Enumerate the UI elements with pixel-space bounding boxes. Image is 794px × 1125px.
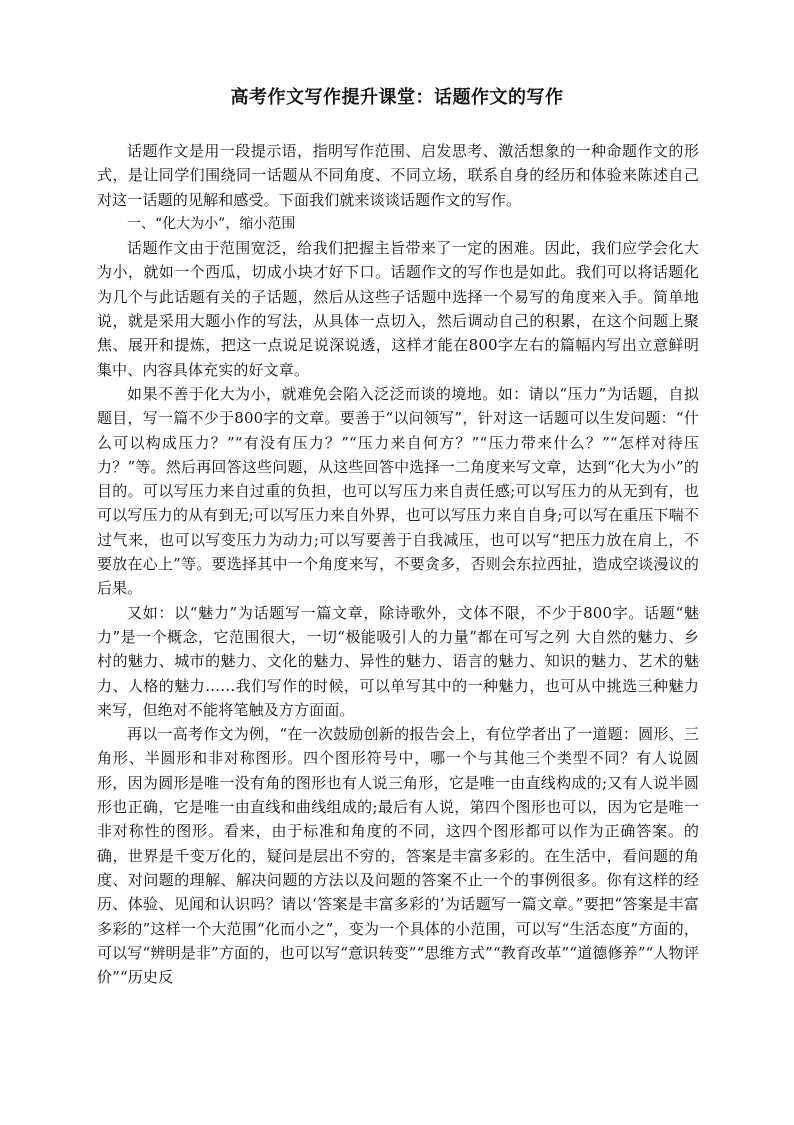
body-paragraph: 再以一高考作文为例，“在一次鼓励创新的报告会上，有位学者出了一道题：圆形、三角形、半圆形和非对称图形。四个图形符号中，哪一个与其他三个类型不同？有人说圆形，因为圆形是唯一没有角的图形也有人说三角形，它是唯一由直线构成的;又有人说半圆形也正确，它是唯一由直线和曲线组成的;最后有人说，第四个图形也可以，因为它是唯一非对称性的图形。看来，由于标准和角度的不同，这四个图形都可以作为正确答案。的确，世界是千变万化的，疑问是层出不穷的，答案是丰富多彩的。在生活中，看问题的角度、对问题的理解、解决问题的方法以及问题的答案不止一个的事例很多。你有这样的经历、体验、见闻和认识吗？请以‘答案是丰富多彩的’为话题写一篇文章。”要把“答案是丰富多彩的”这样一个大范围“化而小之”，变为一个具体的小范围，可以写“生活态度”方面的，可以写“辨明是非”方面的，也可以写“意识转变”“思维方式”“教育改革”“道德修养”“人物评价”“历史反 <box>97 725 699 987</box>
body-paragraph: 又如：以“魅力”为话题写一篇文章，除诗歌外，文体不限，不少于800字。话题“魅力”是一个概念，它范围很大，一切“极能吸引人的力量”都在可写之列 大自然的魅力、乡村的魅力、城市的魅力、文化的魅力、异性的魅力、语言的魅力、知识的魅力、艺术的魅力、人格的魅力……我们写作的时候，可以单写其中的一种魅力，也可从中挑选三种魅力来写，但绝对不能将笔触及方方面面。 <box>97 603 699 719</box>
section-heading: 一、“化大为小”，缩小范围 <box>127 215 296 232</box>
intro-paragraph: 话题作文是用一段提示语，指明写作范围、启发思考、激活想象的一种命题作文的形式，是让同学们围绕同一话题从不同角度、不同立场，联系自身的经历和体验来陈述自己对这一话题的见解和感受。下面我们就来谈谈话题作文的写作。 <box>97 142 699 209</box>
body-paragraph: 如果不善于化大为小，就难免会陷入泛泛而谈的境地。如：请以“压力”为话题，自拟题目，写一篇不少于800字的文章。要善于“以问领写”，针对这一话题可以生发问题：“什么可以构成压力？”“有没有压力？”“压力来自何方？”“压力带来什么？”“怎样对待压力？”等。然后再回答这些问题，从这些回答中选择一二角度来写文章，达到“化大为小”的目的。可以写压力来自过重的负担，也可以写压力来自责任感;可以写压力的从无到有，也可以写压力的从有到无;可以写压力来自外界，也可以写压力来自自身;可以写在重压下喘不过气来，也可以写变压力为动力;可以写要善于自我减压，也可以写“把压力放在肩上，不要放在心上”等。要选择其中一个角度来写，不要贪多，否则会东拉西扯，造成空谈漫议的后果。 <box>97 384 699 598</box>
body-paragraph: 话题作文由于范围宽泛，给我们把握主旨带来了一定的困难。因此，我们应学会化大为小，就如一个西瓜，切成小块才好下口。话题作文的写作也是如此。我们可以将话题化为几个与此话题有关的子话题，然后从这些子话题中选择一个易写的角度来入手。简单地说，就是采用大题小作的写法，从具体一点切入，然后调动自己的积累，在这个问题上聚焦、展开和提炼，把这一点说足说深说透，这样才能在800字左右的篇幅内写出立意鲜明集中、内容具体充实的好文章。 <box>97 239 699 379</box>
document-body <box>97 139 699 989</box>
page-title: 高考作文写作提升课堂：话题作文的写作 <box>230 87 564 108</box>
